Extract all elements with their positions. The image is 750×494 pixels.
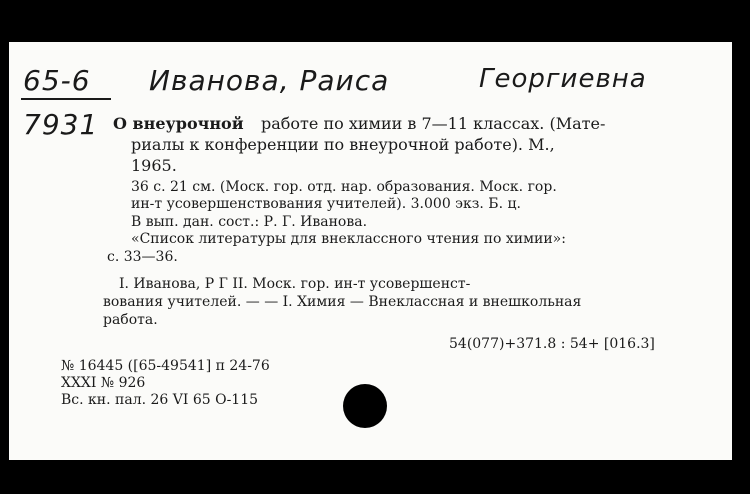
entry-line-7: «Список литературы для внеклассного чтения по химии»: [131,231,566,247]
title-lead: О внеурочной [113,114,244,133]
entry-line-4: 36 с. 21 см. (Моск. гор. отд. нар. образования. Моск. гор. [131,179,557,195]
classification-code: 54(077)+371.8 : 54+ [016.3] [449,336,655,352]
shelf-mark-bottom: 7931 [23,108,99,141]
entry-line-1: работе по химии в 7—11 классах. (Мате- [261,114,606,133]
catalog-card [9,42,732,460]
entry-line-3: 1965. [131,156,177,175]
patronymic-handwritten: Георгиевна [479,64,647,94]
entry-line-8: с. 33—36. [107,249,178,265]
shelf-mark-underline [21,98,111,100]
index-line-2: вования учителей. — — I. Химия — Внеклассная и внешкольная [103,294,582,310]
shelf-mark-top: 65-6 [23,64,91,97]
index-line-1: I. Иванова, Р Г II. Моск. гор. ин-т усовершенст- [119,276,471,292]
entry-line-6: В вып. дан. сост.: Р. Г. Иванова. [131,214,368,230]
footer-line-2: XXXI № 926 [61,375,146,391]
index-line-3: работа. [103,312,158,328]
footer-line-1: № 16445 ([65-49541] п 24-76 [61,358,270,374]
entry-line-2: риалы к конференции по внеурочной работе). М., [131,135,555,154]
entry-line-5: ин-т усовершенствования учителей). 3.000 экз. Б. ц. [131,196,521,212]
author-name-handwritten: Иванова, Раиса [149,64,390,97]
footer-line-3: Вс. кн. пал. 26 VI 65 О-115 [61,392,259,408]
punch-hole [343,384,387,428]
